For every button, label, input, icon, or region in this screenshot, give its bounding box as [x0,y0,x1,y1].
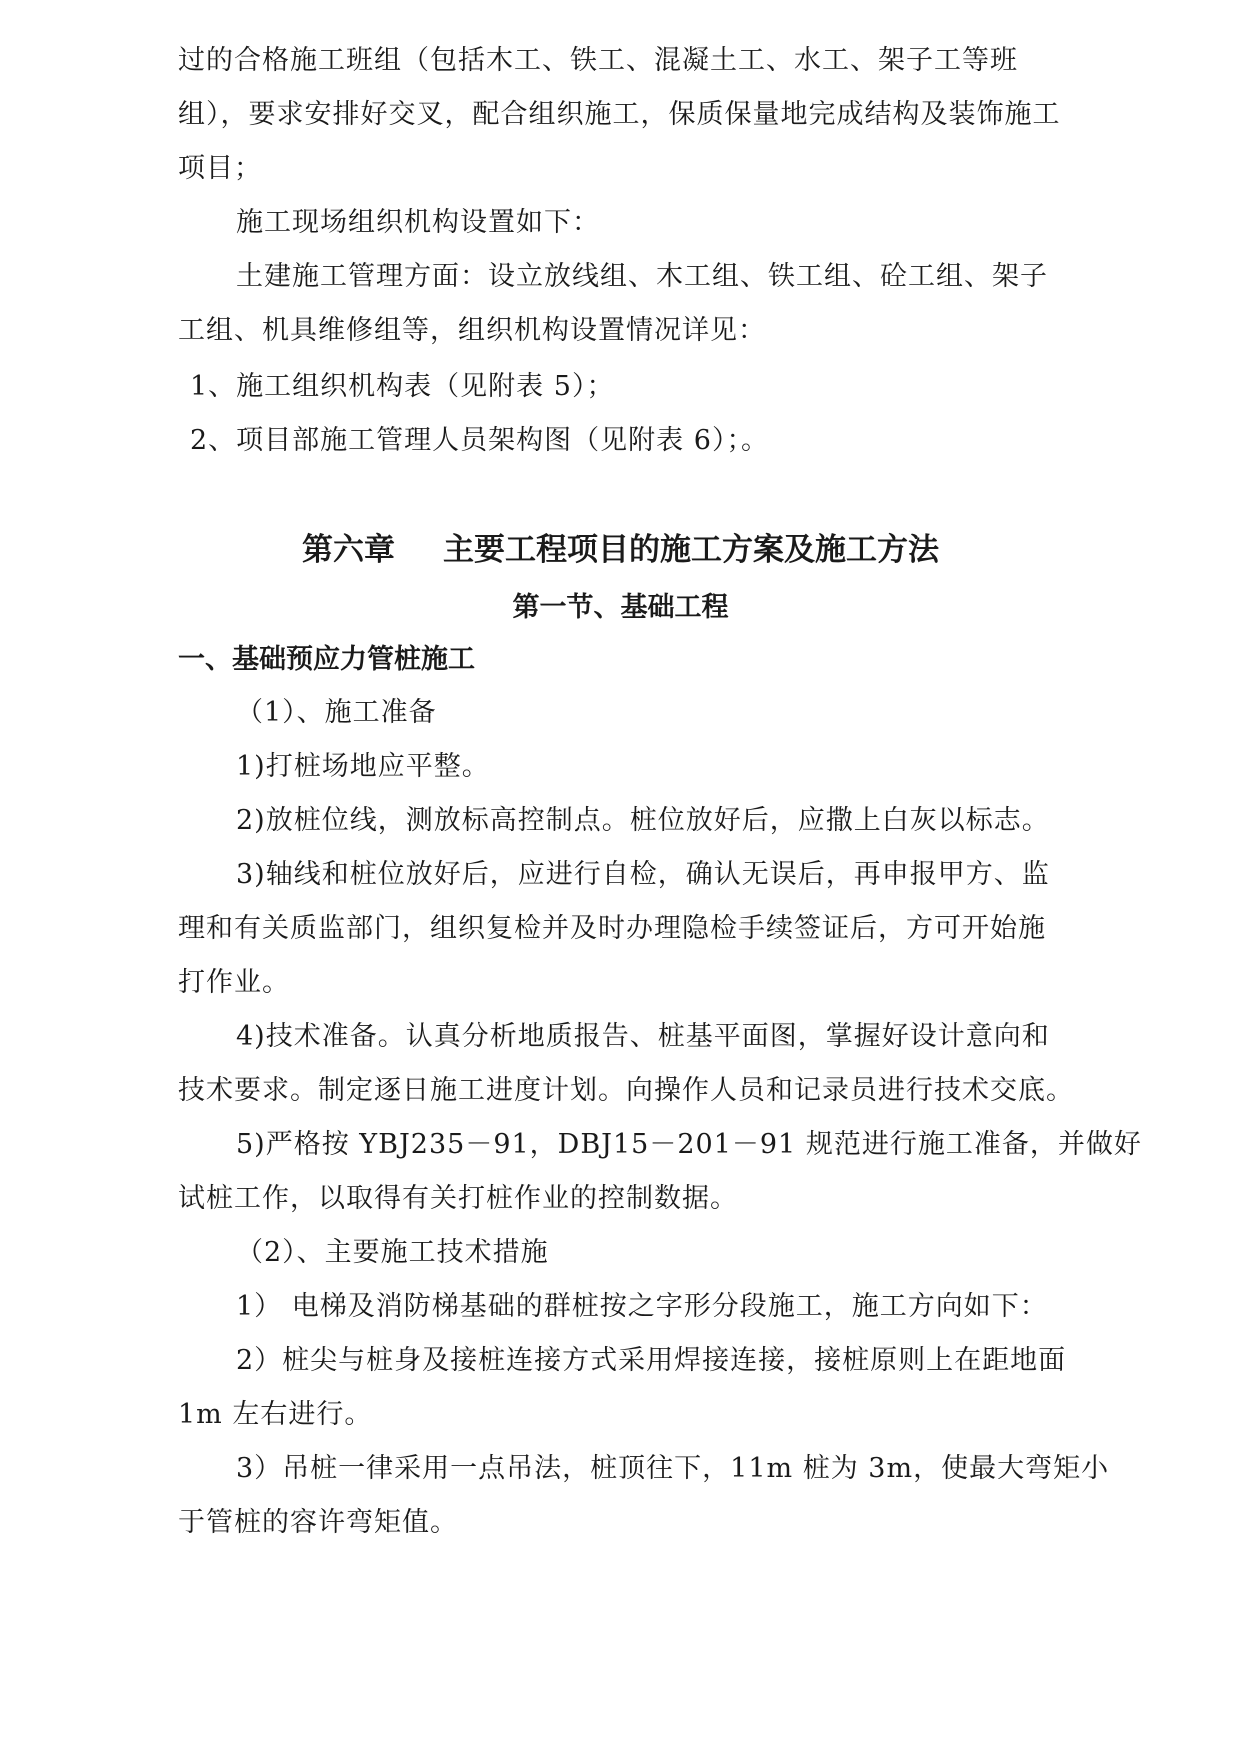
prep-item-1: 1)打桩场地应平整。 [236,751,490,782]
org-intro: 施工现场组织机构设置如下： [236,207,600,238]
measures-heading: （2）、主要施工技术措施 [236,1237,549,1268]
intro-line-2: 组），要求安排好交叉，配合组织施工，保质保量地完成结构及装饰施工 [178,99,1061,130]
prep-item-3-line-2: 理和有关质监部门，组织复检并及时办理隐检手续签证后，方可开始施 [178,913,1046,944]
prep-item-5-line-2: 试桩工作，以取得有关打桩作业的控制数据。 [178,1183,738,1214]
heading-level-1: 一、基础预应力管桩施工 [178,644,475,675]
prep-item-5-line-1: 5)严格按 YBJ235－91，DBJ15－201－91 规范进行施工准备，并做好 [236,1129,1142,1160]
chapter-name: 主要工程项目的施工方案及施工方法 [443,532,939,568]
intro-line-1: 过的合格施工班组（包括木工、铁工、混凝土工、水工、架子工等班 [178,45,1018,76]
org-list-item-1: 1、施工组织机构表（见附表 5）； [190,371,615,402]
measures-item-3-line-1: 3）吊桩一律采用一点吊法，桩顶往下，11m 桩为 3m，使最大弯矩小 [236,1453,1110,1484]
org-detail-line-1: 土建施工管理方面：设立放线组、木工组、铁工组、砼工组、架子 [236,261,1048,292]
prep-heading: （1）、施工准备 [236,697,437,728]
prep-item-4-line-2: 技术要求。制定逐日施工进度计划。向操作人员和记录员进行技术交底。 [178,1075,1074,1106]
prep-item-3-line-3: 打作业。 [178,967,290,998]
org-detail-line-2: 工组、机具维修组等，组织机构设置情况详见： [178,315,766,346]
measures-item-1: 1） 电梯及消防梯基础的群桩按之字形分段施工，施工方向如下： [236,1291,1048,1322]
prep-item-2: 2)放桩位线，测放标高控制点。桩位放好后，应撒上白灰以标志。 [236,805,1050,836]
measures-item-2-line-1: 2）桩尖与桩身及接桩连接方式采用焊接连接，接桩原则上在距地面 [236,1345,1067,1376]
prep-item-4-line-1: 4)技术准备。认真分析地质报告、桩基平面图，掌握好设计意向和 [236,1021,1050,1052]
chapter-number: 第六章 [302,532,395,568]
measures-item-3-line-2: 于管桩的容许弯矩值。 [178,1507,458,1538]
section-title: 第一节、基础工程 [512,592,729,623]
org-list-item-2: 2、项目部施工管理人员架构图（见附表 6）；。 [190,425,769,456]
chapter-title [0,530,1241,570]
prep-item-3-line-1: 3)轴线和桩位放好后，应进行自检，确认无误后，再申报甲方、监 [236,859,1050,890]
measures-item-2-line-2: 1m 左右进行。 [178,1399,373,1430]
intro-line-3: 项目； [178,153,262,184]
